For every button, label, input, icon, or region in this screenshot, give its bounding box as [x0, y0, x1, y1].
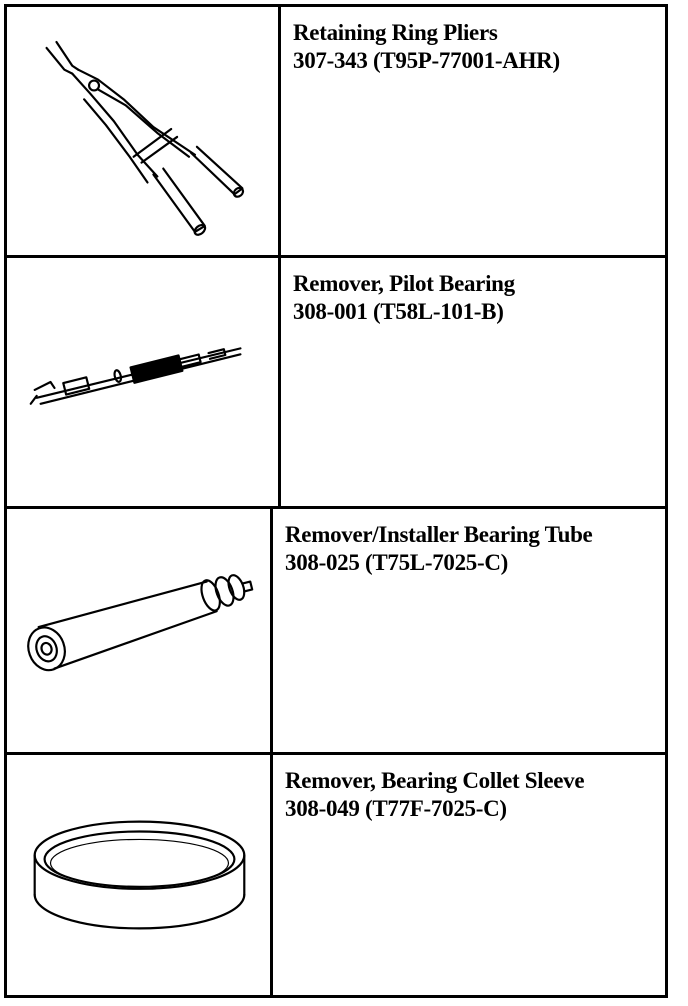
- tool-number: 308-025 (T75L-7025-C): [285, 550, 509, 575]
- tool-number: 308-001 (T58L-101-B): [293, 299, 504, 324]
- tool-name: Retaining Ring Pliers: [293, 20, 498, 45]
- tool-name: Remover/Installer Bearing Tube: [285, 522, 593, 547]
- description-cell: [273, 509, 665, 752]
- retaining-ring-pliers-icon: [7, 7, 278, 255]
- description-cell: [273, 755, 665, 995]
- tool-number: 308-049 (T77F-7025-C): [285, 796, 507, 821]
- illustration-cell: [7, 7, 281, 255]
- illustration-cell: [7, 755, 273, 995]
- tool-row-collet-sleeve: [7, 755, 665, 995]
- special-tools-table: [4, 4, 668, 998]
- tool-name: Remover, Bearing Collet Sleeve: [285, 768, 585, 793]
- description-cell: [281, 7, 665, 255]
- tool-row-pilot-bearing-remover: [7, 258, 665, 509]
- collet-sleeve-icon: [7, 755, 270, 995]
- tool-row-retaining-ring-pliers: [7, 7, 665, 258]
- tool-row-bearing-tube: [7, 509, 665, 755]
- illustration-cell: [7, 258, 281, 506]
- tool-number: 307-343 (T95P-77001-AHR): [293, 48, 560, 73]
- description-cell: [281, 258, 665, 506]
- illustration-cell: [7, 509, 273, 752]
- pilot-bearing-remover-icon: [7, 258, 278, 506]
- tool-name: Remover, Pilot Bearing: [293, 271, 515, 296]
- bearing-tube-icon: [7, 509, 270, 752]
